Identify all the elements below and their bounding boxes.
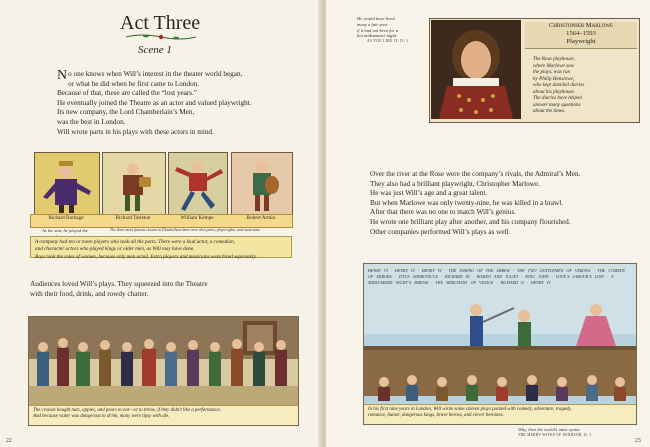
quote-source: AS YOU LIKE IT, IV, 1 — [367, 39, 409, 44]
actor-portrait-tarleton — [102, 152, 166, 216]
burbage-note: As the star, he played the — [42, 228, 88, 233]
intro-line: was the best in London. — [57, 117, 126, 126]
audience-figures — [378, 375, 626, 401]
rivals-line: After that there was no one to match Will’s genius. — [370, 208, 517, 217]
play-title: HENRY VI — [421, 268, 442, 273]
company-note-line: A company had ten or more players who took all the parts. There were a lead actor, a comedian, — [35, 239, 236, 245]
intro-line: Will wrote parts in his plays with these actors in mind. — [57, 127, 214, 136]
play-title: THE TWO GENTLEMEN OF VERONA — [517, 268, 591, 273]
actor-portrait-armin — [231, 152, 293, 216]
audience-paragraph — [30, 280, 208, 299]
stage-caption-line: In his first nine years in London, Will wrote some sixteen plays packed with comedy, adventure, tragedy, — [368, 407, 572, 412]
crowd-caption-line: And because water was dangerous to drink, many were tipsy with ale. — [33, 414, 170, 420]
rose-note-line: about the times. — [533, 108, 566, 114]
marlowe-illustration — [431, 20, 521, 119]
rose-playhouse-note — [533, 56, 631, 115]
closing-source: THE MERRY WIVES OF WINDSOR, II, 1 — [518, 432, 592, 437]
intro-line: Because of that, these are called the “lost years.” — [57, 89, 198, 98]
stage-caption — [364, 404, 636, 424]
company-note-box — [30, 236, 292, 258]
quote-line: if it had not been for a — [357, 27, 399, 33]
quote-line: He would have lived — [357, 16, 395, 21]
stage-illustration — [363, 263, 637, 425]
marlowe-name: Christopher Marlowe — [548, 22, 614, 29]
crowd-illustration — [28, 316, 299, 426]
actor-name: Robert Armin — [246, 215, 276, 221]
rivals-line: They also had a brilliant playwright, Christopher Marlowe. — [370, 179, 540, 188]
actor-name: Richard Tarleton — [115, 215, 151, 221]
quote-line: many a fair year — [357, 21, 388, 27]
actor-name: Richard Burbage — [48, 215, 84, 221]
play-title-ribbon: HENRY VI · HENRY VI · HENRY VI · THE TAMING OF THE SHREW · THE TWO GENTLEMEN OF VERONA · THE COMEDY OF ERRORS · TITUS ANDRONICUS · RICHARD III · ROMEO AND JULIET · KING JOHN · LOVE’S LABOUR’S LOST · A MIDSUMMER NIGHT’S DREAM · THE MERCHANT OF VENICE · RICHARD II · HENRY IV — [368, 268, 626, 285]
play-title: THE TAMING OF THE SHREW — [448, 268, 510, 273]
audience-line: Audiences loved Will’s plays. They squeezed into the Theatre — [30, 280, 208, 288]
drop-cap: N — [57, 68, 68, 83]
company-note-line: and character actors who played kings or older men, as Will may have done. — [35, 246, 195, 253]
stage-scene — [364, 264, 636, 424]
play-title: LOVE’S LABOUR’S LOST — [555, 274, 605, 279]
play-title: THE COMEDY OF ERRORS — [368, 268, 626, 279]
intro-line: He eventually joined the Theatre as an actor and valued playwright. — [57, 98, 252, 107]
clowns-note: The three most famous clowns in Elizabethan times were also poets, playwrights, and musicians. — [110, 228, 261, 232]
rivals-line: He was just Will’s age and a great talent. — [370, 189, 488, 198]
left-page — [0, 0, 322, 447]
play-title: HENRY VI — [394, 268, 415, 273]
play-title: A MIDSUMMER NIGHT’S DREAM — [368, 274, 614, 285]
rose-note-line: the plays, was run — [533, 69, 571, 75]
actor-name: William Kempe — [180, 215, 214, 221]
scene-heading: Scene 1 — [138, 44, 172, 56]
intro-paragraph — [57, 70, 251, 137]
intro-line: Its new company, the Lord Chamberlain’s Men, — [57, 108, 195, 117]
rose-note-line: where Marlowe saw — [533, 62, 575, 69]
marlowe-role: Playwright — [566, 38, 596, 45]
crowd-caption-line: The crowds bought nuts, apples, and pears to eat—or to throw, if they didn’t like a performance. — [33, 408, 222, 413]
rose-note-line: who kept detailed diaries — [533, 82, 585, 88]
armin-illustration — [232, 153, 292, 215]
crowd-caption — [29, 405, 298, 425]
marlowe-dates: 1564–1593 — [566, 30, 596, 37]
rivals-line: Other companies performed Will’s plays as well. — [370, 227, 511, 236]
intro-line: or what he did when he first came to London. — [68, 79, 200, 88]
oyster-quote — [518, 427, 591, 439]
rose-note-line: answer many questions — [533, 101, 581, 108]
play-title: ROMEO AND JULIET — [476, 274, 519, 279]
rivals-line: But when Marlowe was only twenty-nine, he was killed in a brawl. — [370, 198, 564, 207]
vine-ornament — [124, 33, 198, 41]
marlowe-portrait — [431, 20, 521, 119]
tarleton-illustration — [103, 153, 165, 215]
company-note-line: Boys took the roles of women, because only men acted. Extra players and musicians were hired separately. — [35, 253, 257, 260]
marlowe-title-block — [525, 22, 637, 49]
rivals-line: Over the river at the Rose were the company’s rivals, the Admiral’s Men. — [370, 170, 581, 178]
page-number-right: 23 — [635, 438, 641, 444]
midsummer-quote — [357, 16, 408, 45]
play-title: HENRY VI — [368, 268, 388, 273]
actor-portrait-burbage — [34, 152, 100, 216]
rivals-line: He wrote one brilliant play after another, and his company flourished. — [370, 217, 571, 226]
kempe-illustration — [169, 153, 227, 215]
page-title: Act Three — [120, 12, 201, 34]
burbage-illustration — [35, 153, 99, 215]
rose-note-line: The diaries have helped — [533, 95, 582, 101]
closing-quote: Why, then the world’s mine oyster. — [518, 427, 581, 432]
play-title: RICHARD III — [445, 274, 470, 279]
page-number-left: 22 — [6, 438, 12, 444]
play-title: TITUS ANDRONICUS — [398, 274, 438, 279]
audience-line: with their food, drink, and rowdy chatter. — [30, 289, 149, 298]
play-title: HENRY IV — [530, 280, 551, 285]
stage-caption-line: romance, humor, dangerous kings, brave heroes, and clever heroines. — [368, 413, 504, 419]
rose-note-line: The Rose playhouse, — [533, 56, 576, 62]
rivals-paragraph — [370, 170, 580, 237]
play-title: THE MERCHANT OF VENICE — [435, 280, 494, 285]
play-title: KING JOHN — [525, 274, 549, 279]
intro-line: o one knows when Will’s interest in the theater world began, — [68, 70, 243, 78]
rose-note-line: by Philip Henslowe, — [533, 75, 575, 82]
play-title: RICHARD II — [500, 280, 524, 285]
rose-note-line: about his playhouse. — [533, 88, 576, 95]
quote-line: hot midsummer night. — [357, 33, 398, 39]
actor-portrait-kempe — [168, 152, 228, 216]
